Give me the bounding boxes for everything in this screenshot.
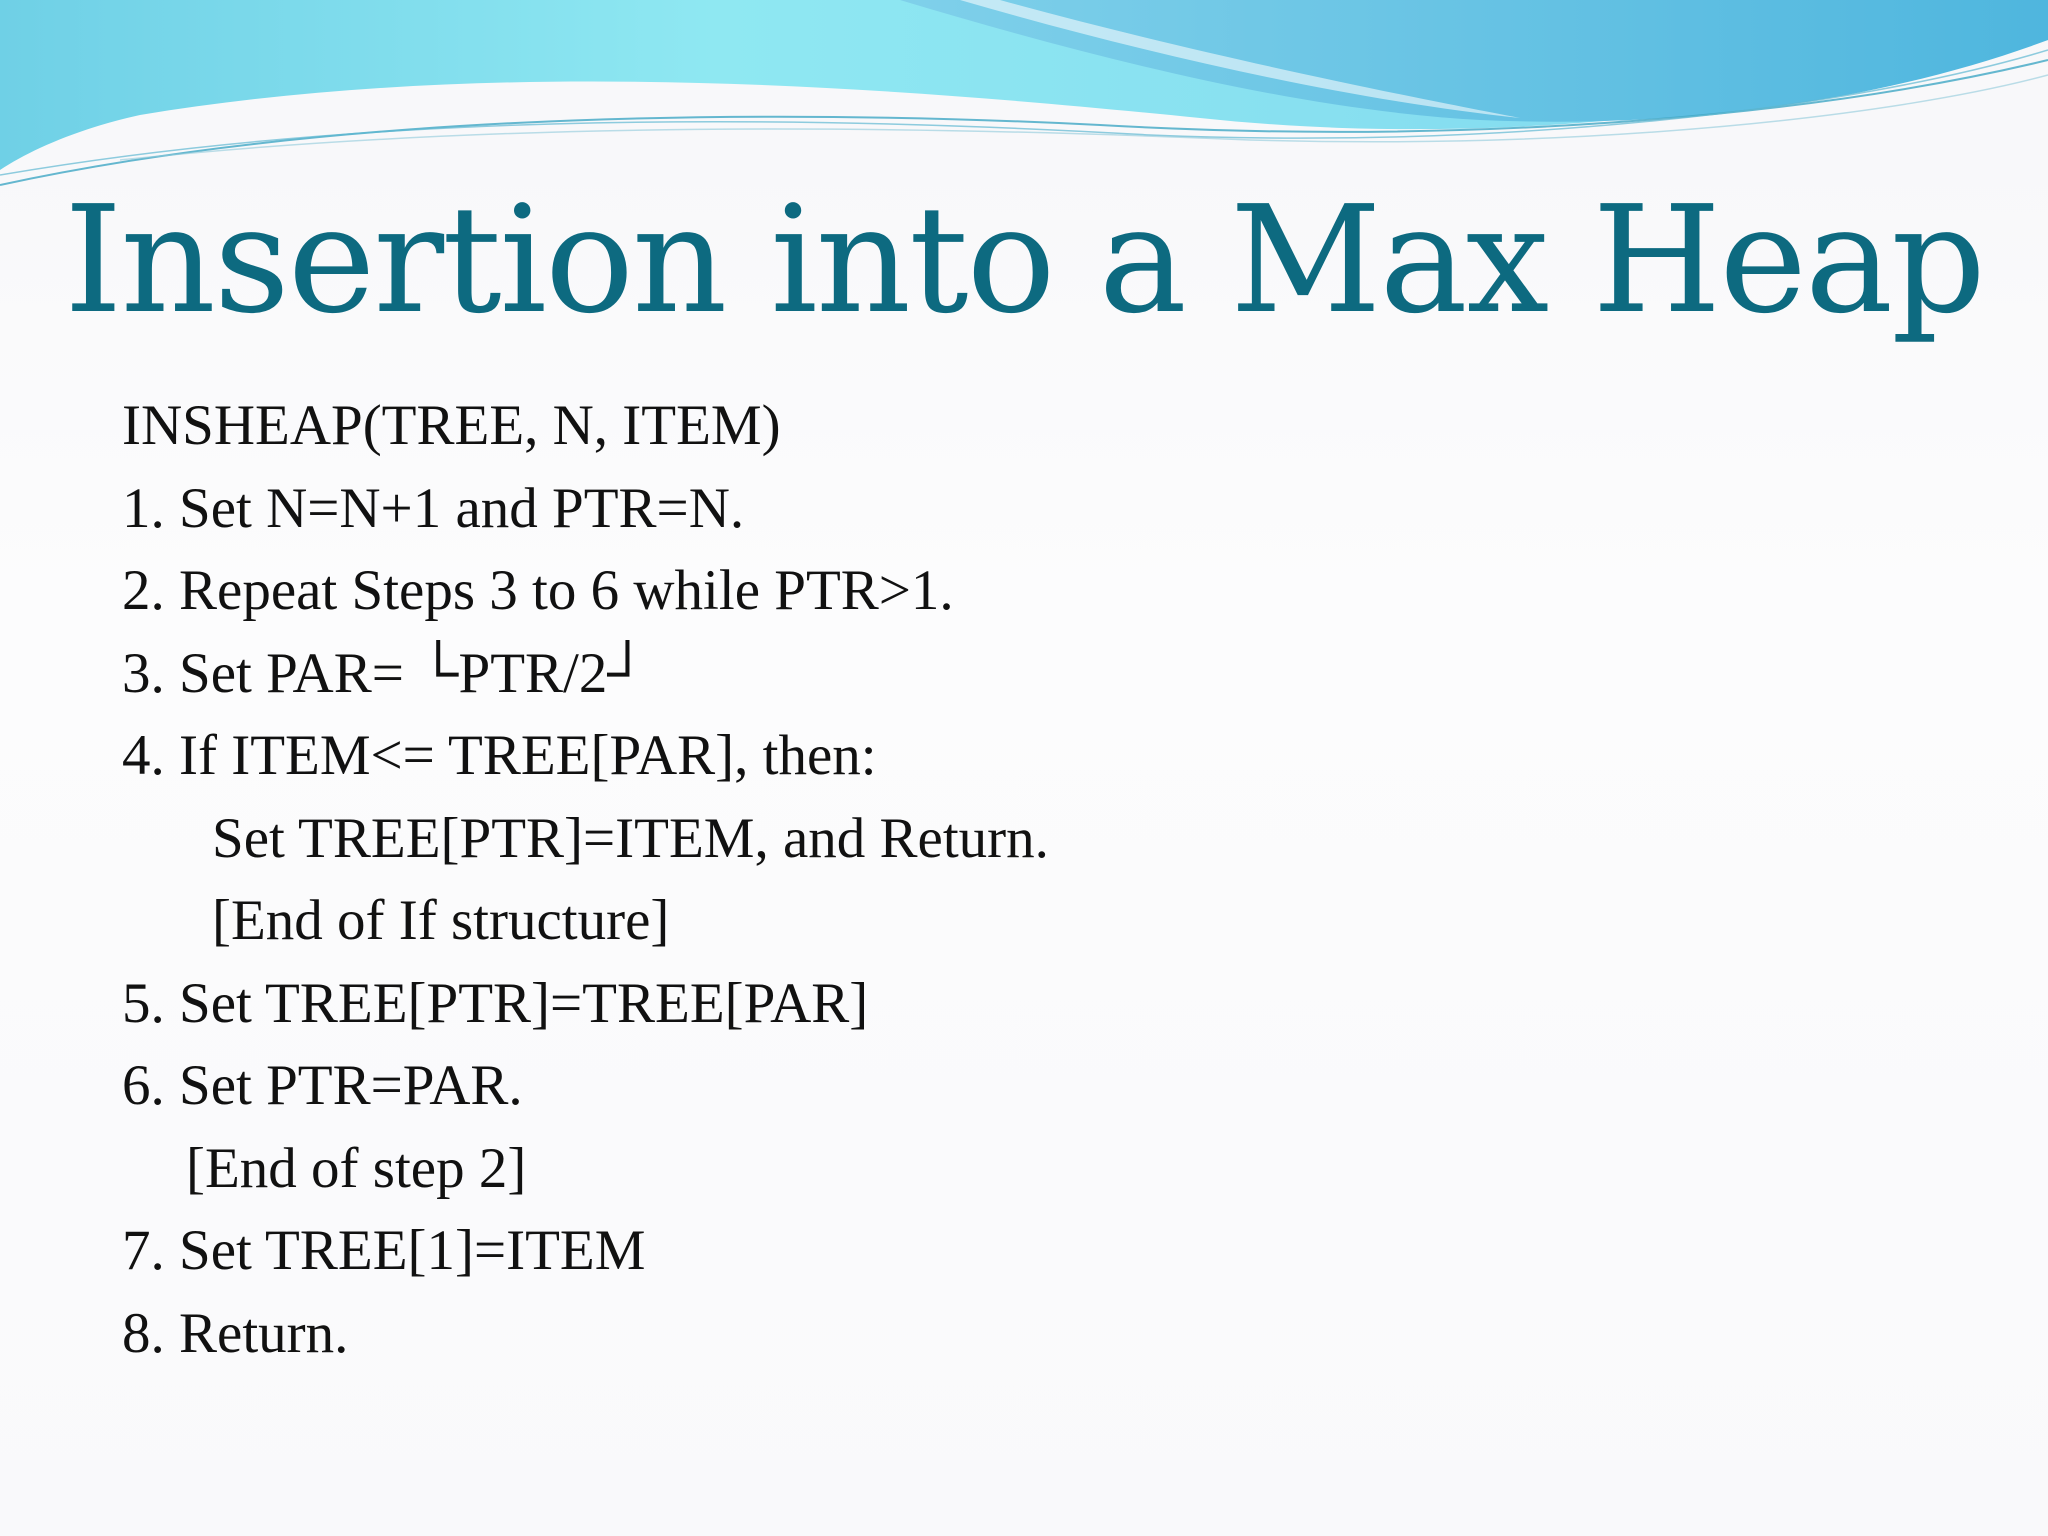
step-8: 8. Return. [122, 1301, 349, 1365]
slide-title: Insertion into a Max Heap [64, 174, 1984, 346]
step-1: 1. Set N=N+1 and PTR=N. [122, 476, 745, 540]
step-2: 2. Repeat Steps 3 to 6 while PTR>1. [122, 559, 954, 622]
step-7: 7. Set TREE[1]=ITEM [122, 1219, 646, 1282]
step-4: 4. If ITEM<= TREE[PAR], then: [122, 724, 877, 787]
step-4-end-if: [End of If structure] [212, 889, 670, 952]
step-5: 5. Set TREE[PTR]=TREE[PAR] [122, 971, 869, 1035]
step-4-then: Set TREE[PTR]=ITEM, and Return. [212, 806, 1049, 870]
algorithm-body [122, 385, 1922, 1375]
step-6: 6. Set PTR=PAR. [122, 1054, 523, 1117]
algorithm-header: INSHEAP(TREE, N, ITEM) [122, 394, 781, 457]
step-3: 3. Set PAR= └PTR/2┘ [122, 641, 648, 705]
step-2-end: [End of step 2] [186, 1136, 527, 1200]
